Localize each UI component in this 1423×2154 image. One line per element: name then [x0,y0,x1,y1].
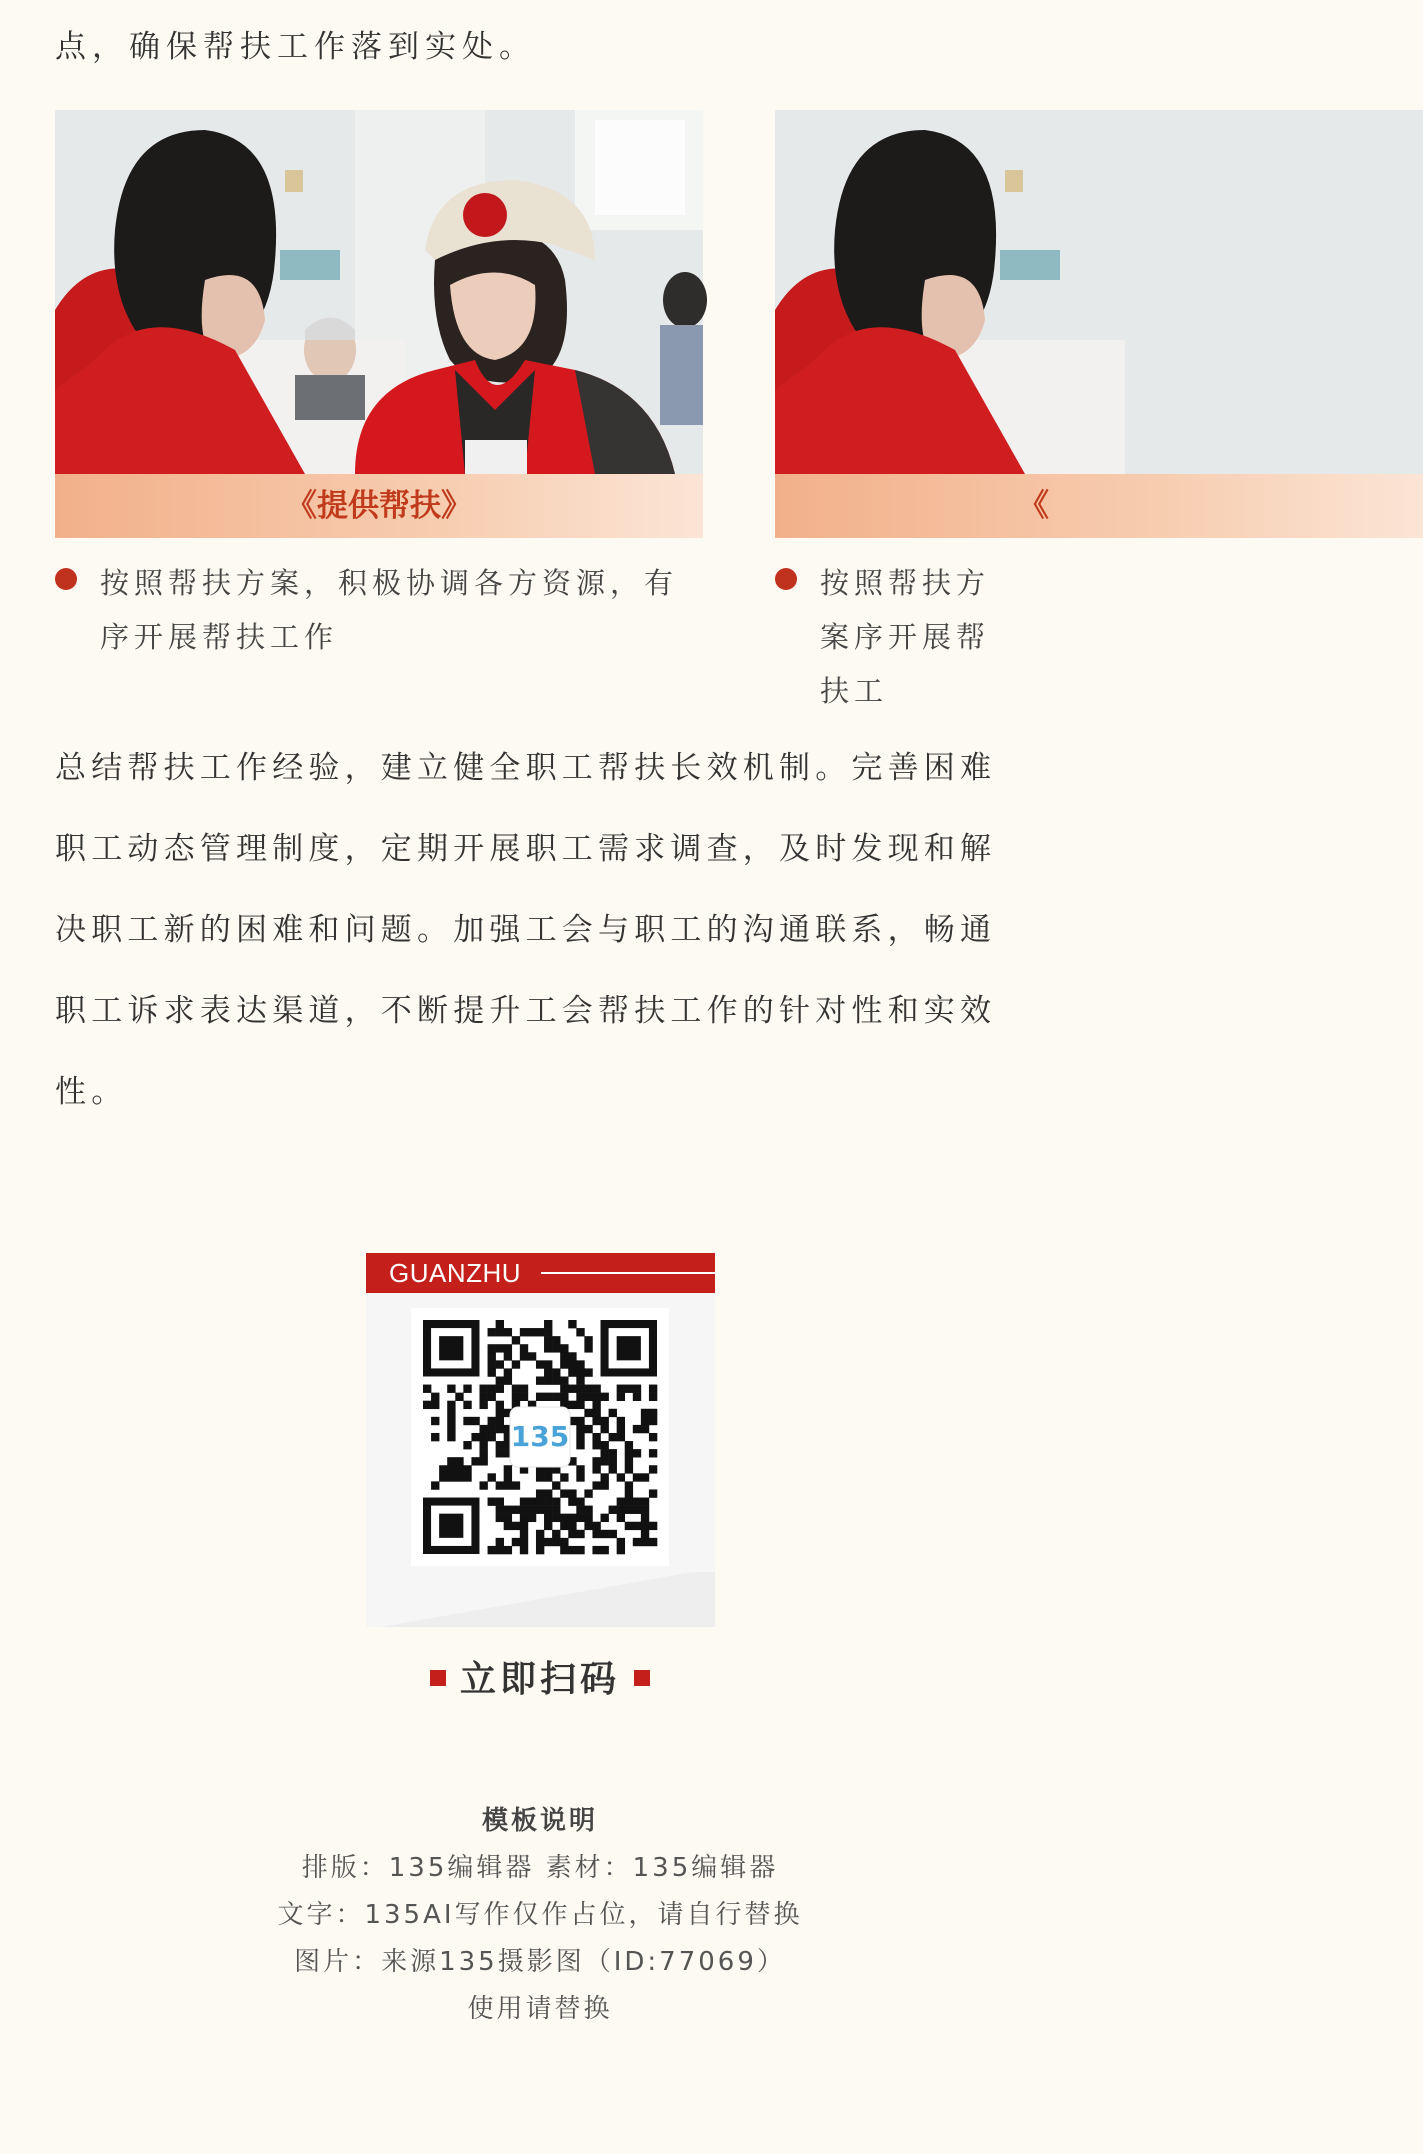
divider [541,1272,715,1274]
intro-paragraph-tail: 点，确保帮扶工作落到实处。 [55,29,536,65]
qr-header-bar [366,1253,715,1293]
template-notes-image: 图片：来源135摄影图（ID:77069） [294,1947,786,1977]
image-carousel[interactable] [0,110,1080,708]
card-description [775,556,1026,718]
card-caption: 《 [775,474,1423,538]
template-notes-text: 文字：135AI写作仅作占位，请自行替换 [277,1900,803,1930]
volunteer-photo [55,110,703,474]
template-notes-usage: 使用请替换 [467,1994,613,2024]
qr-code[interactable] [411,1308,669,1566]
square-bullet-icon [430,1670,446,1686]
template-notes [0,1798,1080,2033]
square-bullet-icon [634,1670,650,1686]
bullet-dot-icon [775,568,797,590]
qr-header-label: GUANZHU [389,1258,522,1288]
qr-logo-text: 135 [510,1420,570,1453]
qr-code-icon [423,1320,657,1554]
carousel-card[interactable] [55,110,703,664]
summary-paragraph: 总结帮扶工作经验，建立健全职工帮扶长效机制。完善困难职工动态管理制度，定期开展职工需求调查，及时发现和解决职工新的困难和问题。加强工会与职工的沟通联系，畅通职工诉求表达渠道，不断提升工会帮扶工作的针对性和实效性。 [55,750,997,1110]
template-notes-title: 模板说明 [481,1806,598,1836]
card-description [55,556,703,664]
card-description-text: 按照帮扶方案序开展帮扶工 [820,566,991,708]
card-description-text: 按照帮扶方案，积极协调各方资源，有序开展帮扶工作 [100,566,679,654]
card-caption: 《提供帮扶》 [55,474,703,538]
bullet-dot-icon [55,568,77,590]
scan-cta-label: 立即扫码 [459,1659,620,1700]
scan-cta [0,1655,1080,1705]
qr-follow-card [366,1253,715,1627]
volunteer-photo [775,110,1423,474]
qr-panel [366,1293,715,1627]
template-notes-layout: 排版：135编辑器 素材：135编辑器 [301,1853,779,1883]
panel-shade [366,1572,715,1627]
